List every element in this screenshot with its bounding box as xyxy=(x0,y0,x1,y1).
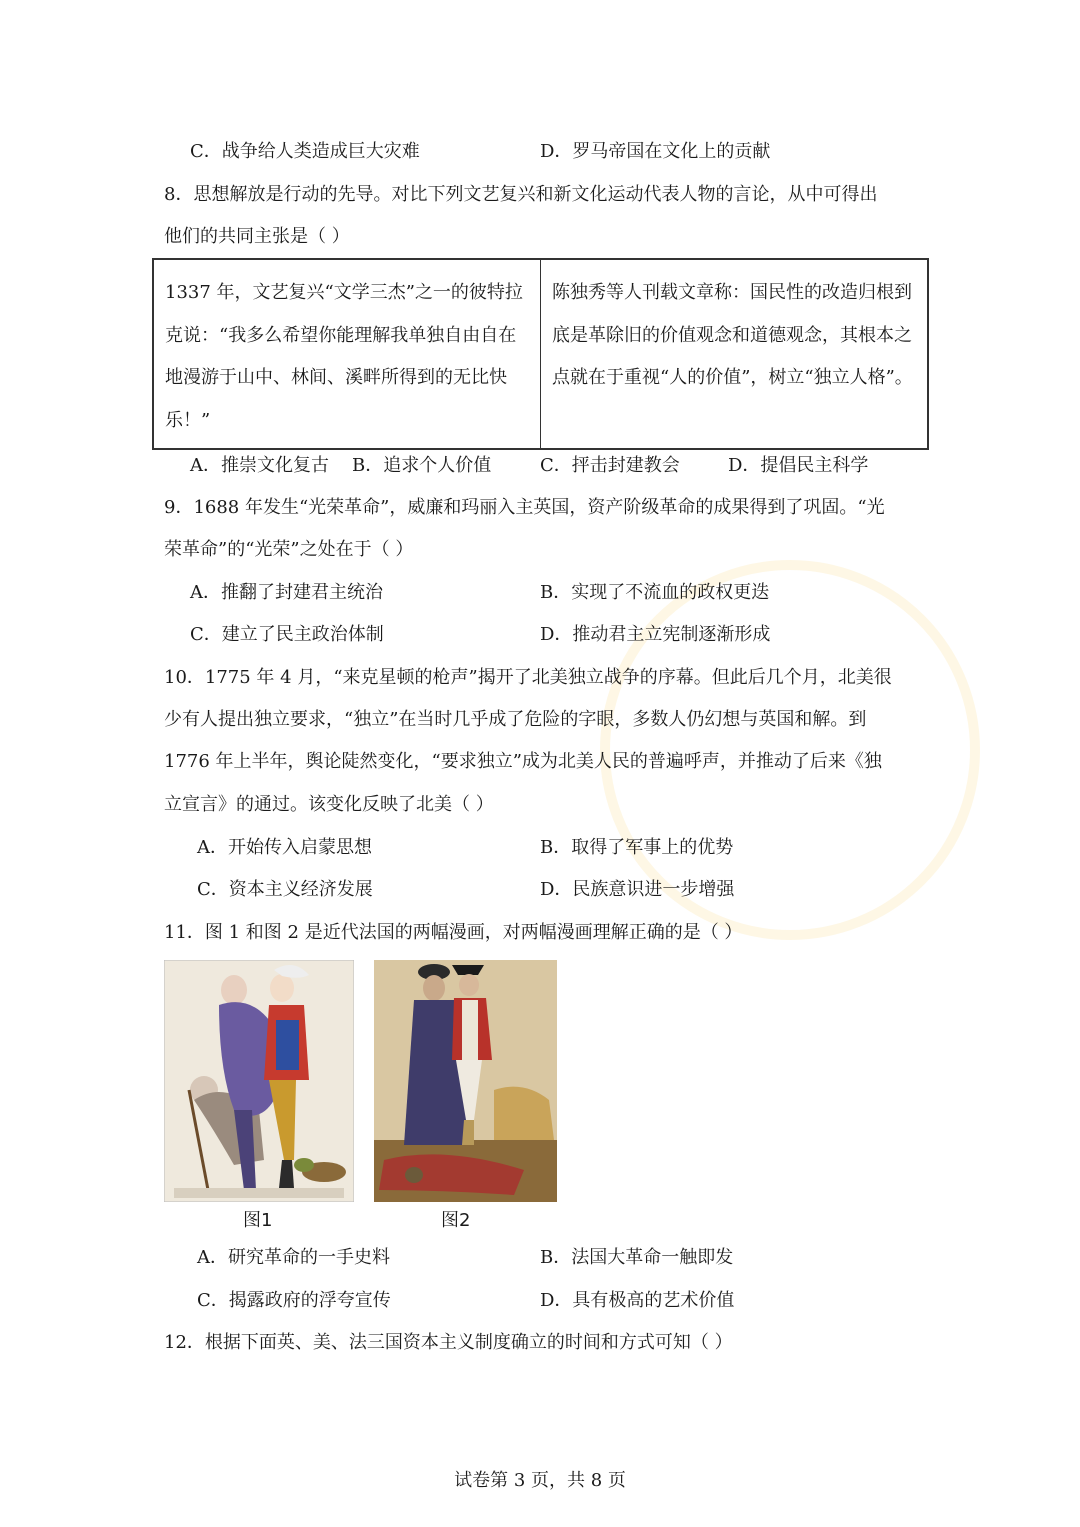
q11-option-b: B．法国大革命一触即发 xyxy=(540,1247,734,1268)
q8-quote-petrarch: 1337 年，文艺复兴“文学三杰”之一的彼特拉克说：“我多么希望你能理解我单独自由自在地漫游于山中、林间、溪畔所得到的无比快乐！” xyxy=(153,259,541,449)
q8-option-d: D．提倡民主科学 xyxy=(728,455,869,476)
q10-stem-line2: 少有人提出独立要求，“独立”在当时几乎成了危险的字眼，多数人仍幻想与英国和解。到 xyxy=(164,709,867,730)
page-footer: 试卷第 3 页，共 8 页 xyxy=(454,1470,626,1491)
q10-stem-line4: 立宣言》的通过。该变化反映了北美（ ） xyxy=(164,794,494,815)
q11-option-d: D．具有极高的艺术价值 xyxy=(540,1290,735,1311)
q8-stem-line2: 他们的共同主张是（ ） xyxy=(164,226,350,247)
q9-option-b: B．实现了不流血的政权更迭 xyxy=(540,582,770,603)
figure1-caption: 图1 xyxy=(243,1210,273,1231)
q12-stem: 12．根据下面英、美、法三国资本主义制度确立的时间和方式可知（ ） xyxy=(164,1332,733,1353)
q8-option-a: A．推崇文化复古 xyxy=(190,455,329,476)
q8-quote-table xyxy=(152,258,929,450)
q9-option-a: A．推翻了封建君主统治 xyxy=(190,582,383,603)
q9-stem-line2: 荣革命”的“光荣”之处在于（ ） xyxy=(164,539,414,560)
q10-option-c: C．资本主义经济发展 xyxy=(197,879,373,900)
figure2-cartoon xyxy=(374,960,557,1202)
q10-stem-line3: 1776 年上半年，舆论陡然变化，“要求独立”成为北美人民的普遍呼声，并推动了后来《独 xyxy=(164,751,882,772)
q11-option-c: C．揭露政府的浮夸宣传 xyxy=(197,1290,391,1311)
q11-stem: 11．图 1 和图 2 是近代法国的两幅漫画，对两幅漫画理解正确的是（ ） xyxy=(164,922,743,943)
q9-option-d: D．推动君主立宪制逐渐形成 xyxy=(540,624,771,645)
q10-option-b: B．取得了军事上的优势 xyxy=(540,837,734,858)
q10-option-a: A．开始传入启蒙思想 xyxy=(197,837,372,858)
figure2-caption: 图2 xyxy=(441,1210,471,1231)
q9-option-c: C．建立了民主政治体制 xyxy=(190,624,384,645)
q9-stem-line1: 9．1688 年发生“光荣革命”，威廉和玛丽入主英国，资产阶级革命的成果得到了巩固。“光 xyxy=(164,497,885,518)
q8-option-b: B．追求个人价值 xyxy=(352,455,492,476)
q11-option-a: A．研究革命的一手史料 xyxy=(197,1247,390,1268)
q10-stem-line1: 10．1775 年 4 月，“来克星顿的枪声”揭开了北美独立战争的序幕。但此后几个月，北美很 xyxy=(164,667,892,688)
figure1-cartoon xyxy=(164,960,354,1202)
q8-option-c: C．抨击封建教会 xyxy=(540,455,680,476)
q7-option-d: D．罗马帝国在文化上的贡献 xyxy=(540,141,771,162)
q8-stem-line1: 8．思想解放是行动的先导。对比下列文艺复兴和新文化运动代表人物的言论，从中可得出 xyxy=(164,184,878,205)
q7-option-c: C．战争给人类造成巨大灾难 xyxy=(190,141,420,162)
q10-option-d: D．民族意识进一步增强 xyxy=(540,879,735,900)
q8-quote-chen-duxiu: 陈独秀等人刊载文章称：国民性的改造归根到底是革除旧的价值观念和道德观念，其根本之点就在于重视“人的价值”，树立“独立人格”。 xyxy=(541,259,929,449)
